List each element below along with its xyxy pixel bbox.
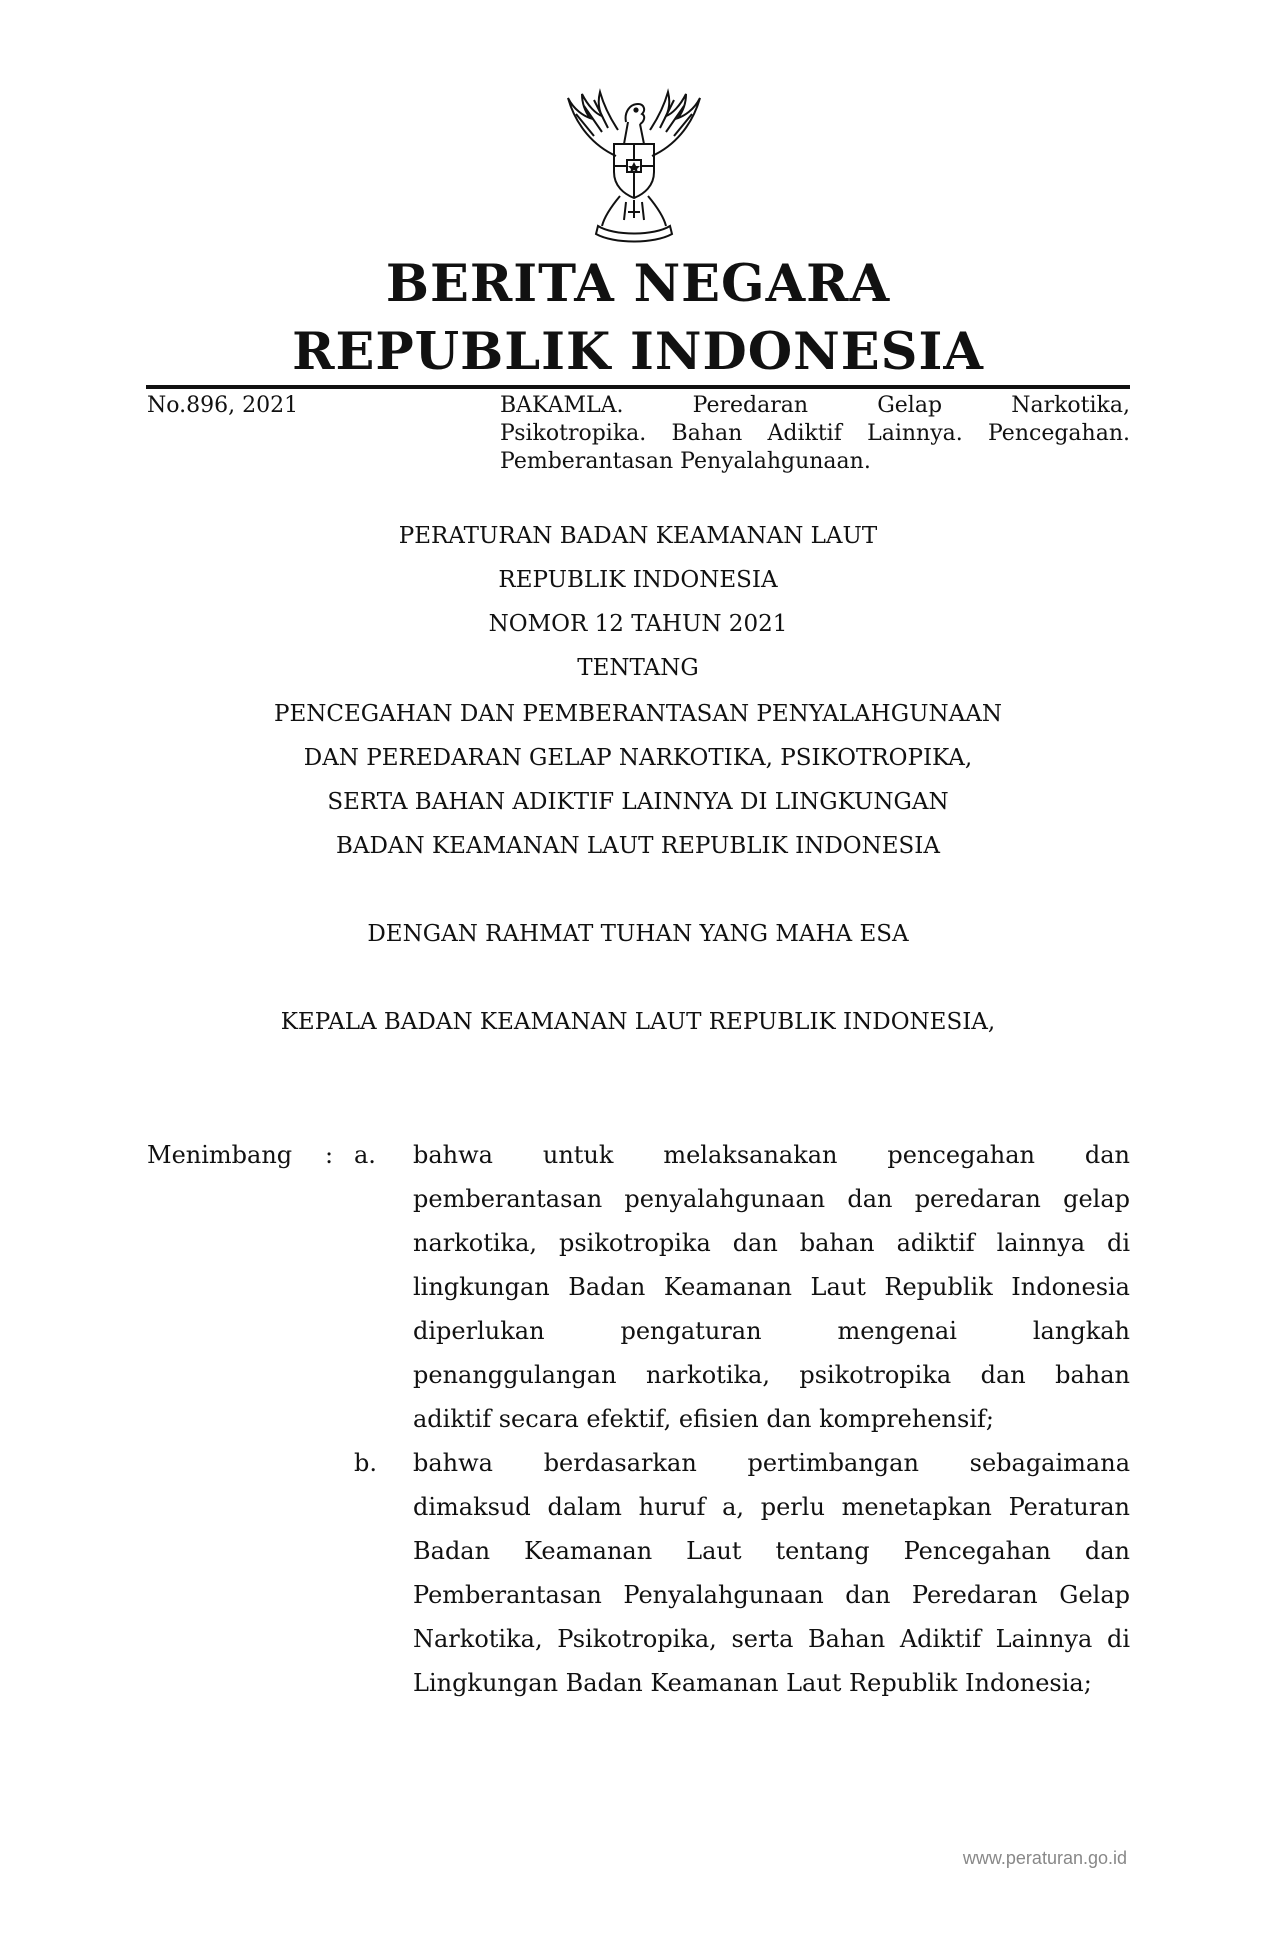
masthead-title: BERITA NEGARA	[385, 254, 891, 314]
item-line: dimaksud dalam huruf a, perlu menetapkan Peraturan	[413, 1493, 1130, 1521]
menimbang-colon: :	[325, 1141, 334, 1169]
item-letter-a: a.	[354, 1141, 376, 1169]
item-line: Lingkungan Badan Keamanan Laut Republik Indonesia;	[413, 1669, 1092, 1697]
title-line: SERTA BAHAN ADIKTIF LAINNYA DI LINGKUNGAN	[327, 789, 949, 815]
title-line: PENCEGAHAN DAN PEMBERANTASAN PENYALAHGUNAAN	[274, 701, 1002, 727]
item-line: Narkotika, Psikotropika, serta Bahan Adiktif Lainnya di	[413, 1625, 1130, 1653]
item-letter-b: b.	[354, 1449, 377, 1477]
menimbang-label: Menimbang	[147, 1141, 293, 1169]
item-line: adiktif secara efektif, efisien dan komprehensif;	[413, 1405, 994, 1433]
title-line: TENTANG	[577, 655, 699, 681]
gazette-number: No.896, 2021	[147, 393, 299, 418]
footer-url[interactable]: www.peraturan.go.id	[962, 1848, 1127, 1868]
item-line: Pemberantasan Penyalahgunaan dan Peredaran Gelap	[413, 1581, 1130, 1609]
subject-line: Pemberantasan Penyalahgunaan.	[500, 449, 871, 474]
item-line: diperlukan pengaturan mengenai langkah	[413, 1317, 1130, 1345]
invocation: DENGAN RAHMAT TUHAN YANG MAHA ESA	[367, 921, 909, 947]
title-line: REPUBLIK INDONESIA	[498, 567, 778, 593]
item-line: penanggulangan narkotika, psikotropika dan bahan	[413, 1361, 1130, 1389]
item-line: Badan Keamanan Laut tentang Pencegahan dan	[413, 1537, 1130, 1565]
title-line: NOMOR 12 TAHUN 2021	[488, 611, 788, 637]
item-line: bahwa berdasarkan pertimbangan sebagaimana	[413, 1449, 1130, 1477]
title-line: BADAN KEAMANAN LAUT REPUBLIK INDONESIA	[335, 833, 941, 859]
authority-line: KEPALA BADAN KEAMANAN LAUT REPUBLIK INDONESIA,	[280, 1009, 996, 1035]
gazette-subject	[500, 392, 1130, 476]
item-line: bahwa untuk melaksanakan pencegahan dan	[413, 1141, 1130, 1169]
title-line: PERATURAN BADAN KEAMANAN LAUT	[398, 523, 878, 549]
subject-line: BAKAMLA. Peredaran Gelap Narkotika,	[500, 393, 1130, 418]
masthead-rule	[146, 385, 1130, 389]
masthead-subtitle: REPUBLIK INDONESIA	[292, 322, 984, 382]
garuda-emblem-icon	[554, 86, 714, 246]
item-line: pemberantasan penyalahgunaan dan peredaran gelap	[413, 1185, 1130, 1213]
subject-line: Psikotropika. Bahan Adiktif Lainnya. Pencegahan.	[500, 421, 1130, 446]
item-text-b	[413, 1441, 1130, 1705]
item-text-a	[413, 1133, 1130, 1441]
title-line: DAN PEREDARAN GELAP NARKOTIKA, PSIKOTROPIKA,	[303, 745, 973, 771]
item-line: narkotika, psikotropika dan bahan adiktif lainnya di	[413, 1229, 1130, 1257]
item-line: lingkungan Badan Keamanan Laut Republik Indonesia	[413, 1273, 1130, 1301]
